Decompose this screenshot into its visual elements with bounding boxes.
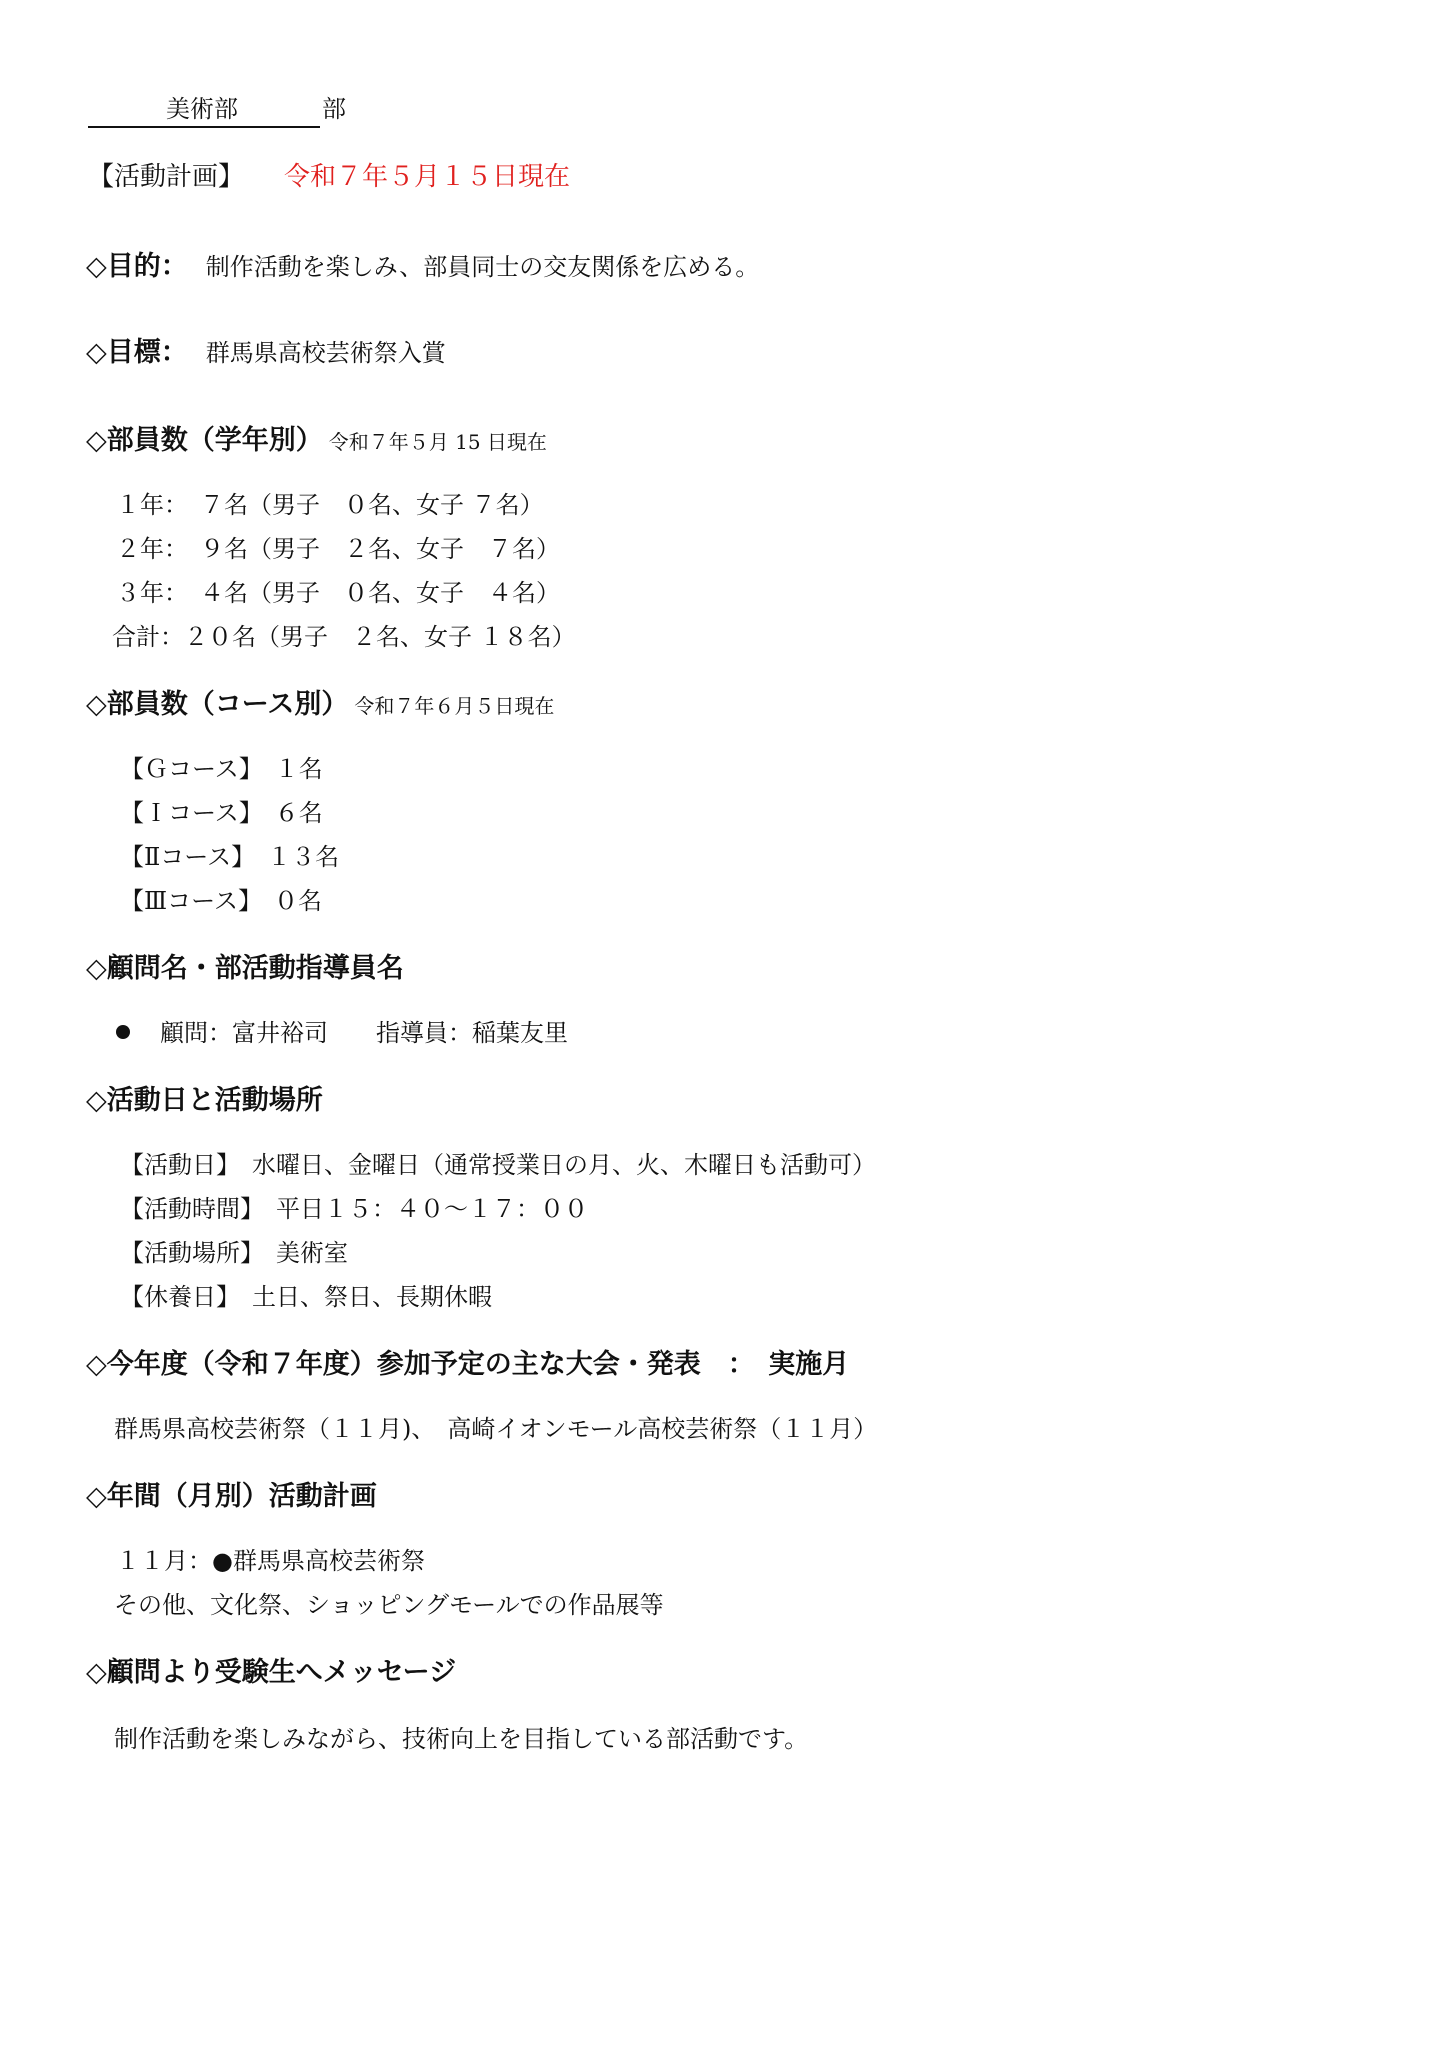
course-row: 【Ⅲコース】 ０名 bbox=[120, 887, 322, 915]
annual-plan-heading: ◇年間（月別）活動計画 bbox=[86, 1481, 377, 1512]
purpose-heading bbox=[86, 248, 759, 286]
message-heading: ◇顧問より受験生へメッセージ bbox=[86, 1657, 457, 1688]
advisors-row bbox=[116, 1016, 568, 1050]
course-row: 【Ⅱコース】 １３名 bbox=[120, 843, 340, 871]
club-name: 美術部 bbox=[88, 92, 320, 128]
members-by-grade-note: 令和７年５月 15 日現在 bbox=[328, 430, 547, 454]
annual-plan-row: １１月：●群馬県高校芸術祭 bbox=[116, 1547, 425, 1575]
message-text: 制作活動を楽しみながら、技術向上を目指している部活動です。 bbox=[114, 1725, 809, 1753]
annual-plan-row: その他、文化祭、ショッピングモールでの作品展等 bbox=[114, 1591, 664, 1619]
advisor-name: 顧問：富井裕司 bbox=[160, 1019, 328, 1047]
course-row: 【Ｉコース】 ６名 bbox=[120, 799, 323, 827]
activity-row: 【活動時間】 平日１５：４０～１７：００ bbox=[120, 1195, 588, 1223]
club-name-line bbox=[88, 92, 346, 128]
activity-row: 【活動場所】 美術室 bbox=[120, 1239, 348, 1267]
goal-heading bbox=[86, 334, 446, 372]
grade-row: １年： ７名（男子 ０名、女子 ７名） bbox=[116, 491, 544, 519]
members-by-grade-heading bbox=[86, 422, 547, 461]
activity-row: 【活動日】 水曜日、金曜日（通常授業日の月、火、木曜日も活動可） bbox=[120, 1151, 876, 1179]
purpose-heading-label: ◇目的： bbox=[86, 251, 188, 282]
competitions-text: 群馬県高校芸術祭（１１月)、 高崎イオンモール高校芸術祭（１１月） bbox=[114, 1415, 878, 1443]
advisors-heading: ◇顧問名・部活動指導員名 bbox=[86, 953, 404, 984]
grade-total-row: 合計：２０名（男子 ２名、女子 １８名） bbox=[112, 623, 576, 651]
grade-row: ２年： ９名（男子 ２名、女子 ７名） bbox=[116, 535, 560, 563]
activity-row: 【休養日】 土日、祭日、長期休暇 bbox=[120, 1283, 492, 1311]
bullet-icon bbox=[116, 1025, 130, 1039]
members-by-course-note: 令和７年６月５日現在 bbox=[354, 694, 555, 718]
members-by-course-heading bbox=[86, 686, 554, 725]
plan-label: 【活動計画】 bbox=[88, 162, 245, 192]
instructor-name: 指導員：稲葉友里 bbox=[376, 1019, 568, 1047]
goal-text: 群馬県高校芸術祭入賞 bbox=[205, 339, 446, 367]
plan-title-line bbox=[88, 158, 570, 196]
club-suffix: 部 bbox=[322, 95, 346, 123]
goal-heading-label: ◇目標： bbox=[86, 337, 188, 368]
grade-row: ３年： ４名（男子 ０名、女子 ４名） bbox=[116, 579, 560, 607]
members-by-grade-heading-label: ◇部員数（学年別） bbox=[86, 425, 323, 456]
competitions-heading: ◇今年度（令和７年度）参加予定の主な大会・発表 ： 実施月 bbox=[86, 1349, 850, 1380]
plan-date: 令和７年５月１５日現在 bbox=[284, 162, 571, 192]
members-by-course-heading-label: ◇部員数（コース別） bbox=[86, 689, 349, 720]
purpose-text: 制作活動を楽しみ、部員同士の交友関係を広める。 bbox=[205, 253, 760, 281]
course-row: 【Ｇコース】 １名 bbox=[120, 755, 323, 783]
activity-heading: ◇活動日と活動場所 bbox=[86, 1085, 323, 1116]
